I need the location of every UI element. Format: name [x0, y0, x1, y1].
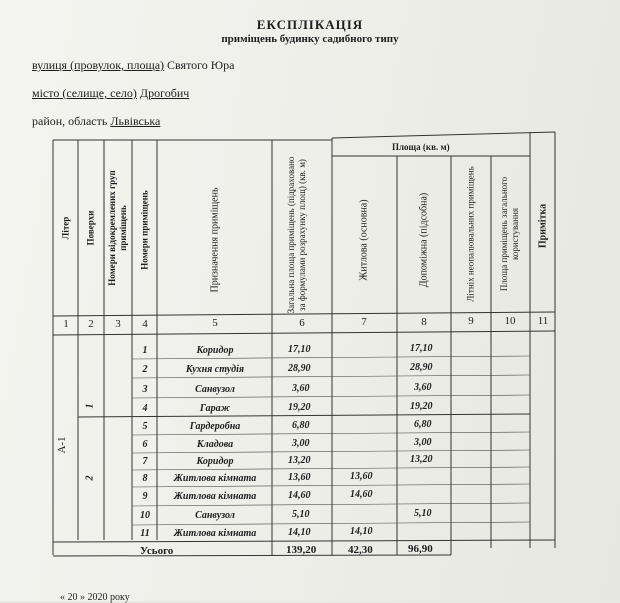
footer-date: « 20 » 2020 року	[60, 592, 130, 603]
room-name: Коридор	[196, 456, 234, 467]
room-name: Житлова кімната	[173, 473, 257, 484]
room-aux-area: 17,10	[410, 343, 433, 354]
col-number-4: 4	[142, 318, 148, 330]
col-number-11: 11	[537, 315, 549, 327]
col-purpose-header: Призначення приміщень	[209, 187, 221, 293]
room-aux-area: 13,20	[410, 454, 433, 465]
room-number: 3	[142, 384, 148, 395]
district-label: район, область	[32, 114, 108, 128]
room-total-area: 3,60	[292, 383, 310, 394]
room-aux-area: 19,20	[410, 401, 433, 412]
floor-2-label: 2	[84, 475, 96, 481]
total-area-text: Загальна площа приміщень (підраховано за формулами розрахунку площ)	[286, 156, 307, 314]
district-value: Львівська	[110, 114, 161, 128]
totals-living-area: 42,30	[348, 544, 373, 556]
room-number: 7	[142, 456, 148, 467]
col-number-10: 10	[504, 315, 516, 327]
room-name: Санвузол	[195, 384, 235, 395]
col-number-1: 1	[63, 318, 69, 330]
room-total-area: 5,10	[292, 509, 310, 520]
city-value: Дрогобич	[139, 86, 190, 100]
col-number-5: 5	[212, 317, 218, 329]
room-number: 11	[140, 528, 150, 539]
totals-label: Усього	[140, 545, 174, 557]
col-number-7: 7	[361, 316, 367, 328]
col-floors-header: Поверхи	[85, 210, 96, 246]
liter-value: А-1	[56, 436, 68, 454]
room-total-area: 13,20	[288, 455, 311, 466]
room-total-area: 3,00	[292, 438, 310, 449]
room-aux-area: 28,90	[410, 362, 433, 373]
totals-total-area: 139,20	[286, 544, 317, 556]
col-number-9: 9	[468, 315, 474, 327]
room-name: Житлова кімната	[173, 528, 257, 539]
room-total-area: 28,90	[288, 363, 311, 374]
street-value: Святого Юра	[167, 58, 235, 72]
room-living-area: 13,60	[350, 471, 373, 482]
room-aux-area: 5,10	[414, 508, 432, 519]
col-number-6: 6	[299, 317, 305, 329]
room-aux-area: 3,00	[414, 437, 432, 448]
col-summer-header: Літніх неопалювальних приміщень	[465, 166, 476, 302]
room-number: 1	[142, 345, 148, 356]
room-number: 10	[140, 510, 150, 521]
city-label: місто (селище, село)	[32, 86, 137, 100]
col-number-3: 3	[115, 318, 121, 330]
room-number: 5	[142, 421, 148, 432]
room-total-area: 6,80	[292, 420, 310, 431]
room-total-area: 19,20	[288, 402, 311, 413]
room-total-area: 14,10	[288, 527, 311, 538]
col-liter-header: Літер	[60, 216, 71, 240]
room-aux-area: 3,60	[414, 382, 432, 393]
room-name: Коридор	[196, 345, 234, 356]
room-name: Санвузол	[195, 510, 235, 521]
room-total-area: 13,60	[288, 472, 311, 483]
col-number-8: 8	[421, 316, 427, 328]
room-total-area: 17,10	[288, 344, 311, 355]
col-groups-header: Номери відокремлених груп приміщень	[107, 170, 128, 286]
room-number: 6	[142, 439, 148, 450]
totals-aux-area: 96,90	[408, 543, 433, 555]
room-number: 2	[142, 364, 148, 375]
col-note-header: Примітка	[537, 203, 549, 249]
col-room-no-header: Номери приміщень	[139, 190, 150, 270]
document-subtitle: приміщень будинку садибного типу	[221, 33, 399, 45]
room-number: 8	[142, 473, 148, 484]
col-number-2: 2	[88, 318, 94, 330]
col-common-header: Площа приміщень загального користування	[499, 176, 520, 292]
room-number: 9	[142, 491, 148, 502]
room-total-area: 14,60	[288, 490, 311, 501]
room-name: Гараж	[199, 403, 231, 414]
col-living-header: Житлова (основна)	[358, 199, 370, 281]
room-name: Житлова кімната	[173, 491, 257, 502]
room-living-area: 14,10	[350, 526, 373, 537]
col-total-area-header	[286, 155, 308, 315]
total-area-unit: (кв. м)	[297, 159, 307, 184]
room-name: Гардеробна	[189, 421, 241, 432]
street-label: вулиця (провулок, площа)	[32, 58, 165, 72]
room-name: Кухня студія	[185, 364, 245, 375]
floor-1-label: 1	[84, 403, 96, 409]
room-living-area: 14,60	[350, 489, 373, 500]
area-group-header: Площа (кв. м)	[392, 142, 450, 152]
room-number: 4	[142, 403, 148, 414]
col-aux-header: Допоміжна (підсобна)	[418, 192, 430, 288]
document-title: ЕКСПЛІКАЦІЯ	[256, 17, 364, 32]
room-aux-area: 6,80	[414, 419, 432, 430]
room-name: Кладова	[196, 439, 234, 450]
